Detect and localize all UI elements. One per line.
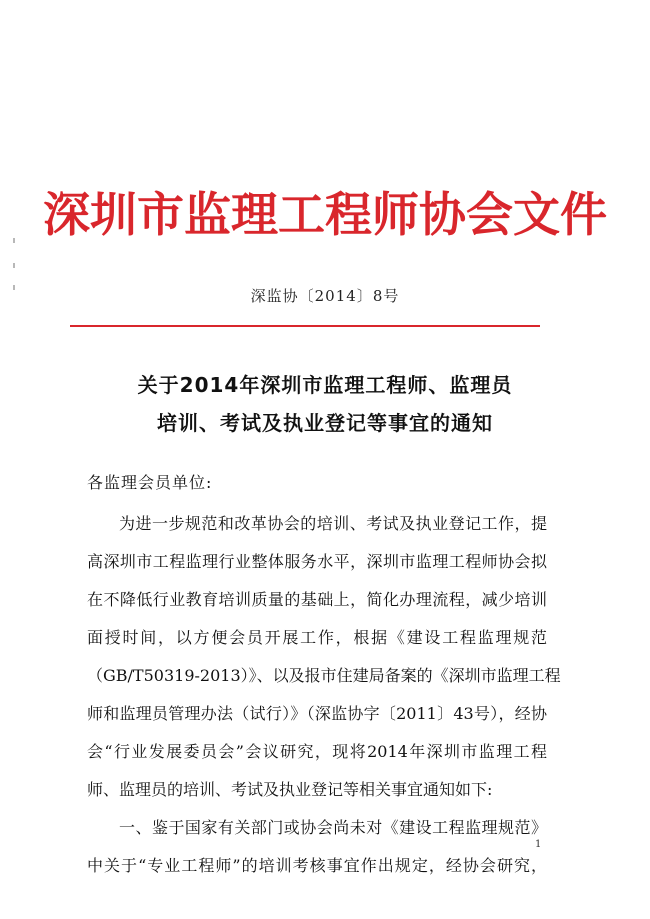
body-line: 中关于“专业工程师”的培训考核事宜作出规定，经协会研究， [87, 856, 547, 875]
body-line: 师和监理员管理办法（试行）》（深监协字〔2011〕43号），经协 [87, 704, 547, 723]
notice-title-line-2: 培训、考试及执业登记等事宜的通知 [157, 411, 493, 435]
body-line: 面授时间，以方便会员开展工作，根据《建设工程监理规范 [87, 628, 547, 647]
scan-artifact [13, 263, 15, 268]
body-line: 在不降低行业教育培训质量的基础上，简化办理流程，减少培训 [87, 590, 547, 609]
body-line: （GB/T50319-2013）》、以及报市住建局备案的《深圳市监理工程 [87, 666, 561, 685]
notice-title-line-1: 关于2014年深圳市监理工程师、监理员 [137, 373, 513, 397]
organization-header-title: 深圳市监理工程师协会文件 [43, 188, 607, 243]
body-line: 会“行业发展委员会”会议研究，现将2014年深圳市监理工程 [87, 742, 547, 761]
salutation: 各监理会员单位: [87, 473, 213, 492]
body-line: 为进一步规范和改革协会的培训、考试及执业登记工作，提 [119, 514, 547, 533]
header-divider [70, 325, 540, 327]
document-number: 深监协〔2014〕8号 [250, 287, 400, 305]
body-line: 师、监理员的培训、考试及执业登记等相关事宜通知如下: [87, 780, 493, 799]
body-line: 高深圳市工程监理行业整体服务水平，深圳市监理工程师协会拟 [87, 552, 547, 571]
body-line: 一、鉴于国家有关部门或协会尚未对《建设工程监理规范》 [119, 818, 547, 837]
page-number: 1 [535, 839, 542, 850]
